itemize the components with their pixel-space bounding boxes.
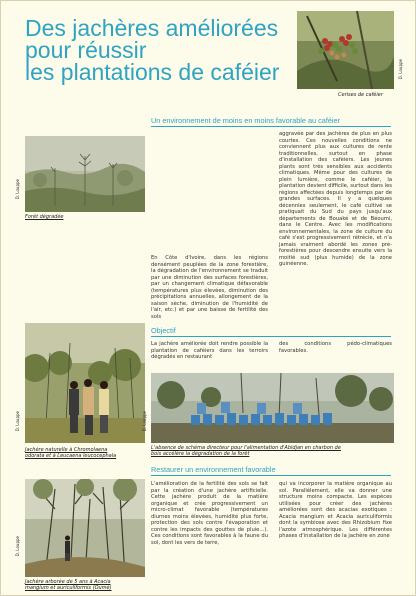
credit-acacia-fallow: D. Louppe	[15, 536, 20, 557]
page-title	[25, 17, 295, 83]
degraded-forest-image	[25, 136, 145, 212]
text-restore-col2: qui va incorporer la matière organique au sol. Parallèlement, elle va donner une structure moins compacte. Les espèces utilisées pour créer des jachères améliorées sont des acacias exotiques : Acacia mangium et Acacia auriculiformis dont la symbiose avec des Rhizobium fixe l'azote atmosphérique. Les différentes phases d'installation de la jachère en zone	[279, 481, 392, 539]
coffee-cherries-image	[297, 11, 394, 89]
section-heading-objective: Objectif	[151, 326, 176, 335]
caption-acacia-fallow-line1: Jachère arborée de 5 ans à Acacia	[25, 579, 111, 585]
credit-coffee-cherries: D. Louppe	[398, 59, 403, 80]
photo-coffee-cherries	[297, 11, 394, 89]
credit-charcoal-drums: D. Louppe	[142, 411, 147, 432]
caption-charcoal-drums-line2: bois accélère la dégradation de la forêt	[151, 451, 250, 457]
section-rule-objective	[151, 336, 391, 337]
text-objective-col1: La jachère améliorée doit rendre possible la plantation de caféiers dans les terroirs dégradés en restaurant	[151, 341, 268, 360]
photo-natural-fallow	[25, 323, 145, 443]
section-rule-environment	[151, 126, 391, 127]
text-environment-col1: En Côte d'Ivoire, dans les régions densément peuplées de la zone forestière, la dégradation de l'environnement se traduit par une diminution des surfaces forestières, par un changement climatique défavorable (températures plus élevées, diminution des précipitations annuelles, allongement de la saison sèche, diminution de l'humidité de l'air, etc.) et par une baisse de fertilité des sols	[151, 255, 268, 320]
title-line-2: pour réussir	[25, 37, 147, 63]
section-heading-environment: Un environnement de moins en moins favorable au caféier	[151, 116, 341, 125]
caption-acacia-fallow	[25, 579, 155, 591]
text-restore-col1: L'amélioration de la fertilité des sols se fait par la création d'une jachère artificielle. Cette jachère produit de la matière organique et crée progressivement un micro-climat favorable (températures diurnes moins élevées, humidité plus forte, protection des sols contre l'évaporation et contre les impacts des gouttes de pluie...). Ces conditions sont favorables à la faune du sol, dont les vers de terre,	[151, 481, 268, 546]
charcoal-drums-image	[151, 373, 394, 443]
credit-degraded-forest: D. Louppe	[15, 179, 20, 200]
text-environment-col2: aggravée par des jachères de plus en plus courtes. Ces nouvelles conditions ne conviennent plus aux cultures de rente traditionnelles, surtout en phase d'installation des caféiers. Les jeunes plants sont très sensibles aux accidents climatiques. Même pour des cultures de plein lumière, comme le caféier, la plantation devient difficile, surtout dans les régions affectées depuis longtemps par de grandes surfaces. Il y a quelques décennies seulement, le café cultivé se pratiquait du Sud du pays jusqu'aux départements de Bouaké et de Béoumi, dans le Centre. Avec les modifications environnementales, la zone de culture du café s'est progressivement rétrécie, et n'a jamais vraiment abordé les zones pré-forestières pour descendre ensuite vers la moitié sud (plus humide) de la zone guinéenne.	[279, 131, 392, 267]
caption-coffee-cherries: Cerises de caféier	[338, 92, 383, 98]
natural-fallow-image	[25, 323, 145, 443]
title-line-3: les plantations de caféier	[25, 59, 280, 85]
caption-degraded-forest: Forêt dégradée	[25, 214, 64, 220]
photo-degraded-forest	[25, 136, 145, 212]
caption-charcoal-drums	[151, 445, 396, 457]
photo-charcoal-drums	[151, 373, 394, 443]
section-rule-restore	[151, 475, 391, 476]
caption-charcoal-drums-line1: L'absence de schéma directeur pour l'alimentation d'Abidjan en charbon de	[151, 445, 341, 451]
caption-natural-fallow-line1: Jachère naturelle à Chromolaena	[25, 447, 108, 453]
caption-natural-fallow	[25, 447, 145, 459]
caption-acacia-fallow-line2: mangium et auriculiformis (Oumé)	[25, 585, 112, 591]
text-objective-col2: des conditions pédo-climatiques favorables.	[279, 341, 392, 354]
title-line-1: Des jachères améliorées	[25, 15, 279, 41]
section-heading-restore: Restaurer un environnement favorable	[151, 465, 276, 474]
acacia-fallow-image	[25, 479, 145, 577]
credit-natural-fallow: D. Louppe	[15, 411, 20, 432]
photo-acacia-fallow	[25, 479, 145, 577]
caption-natural-fallow-line2: odorata et à Leucaena leucocephala	[25, 453, 117, 459]
